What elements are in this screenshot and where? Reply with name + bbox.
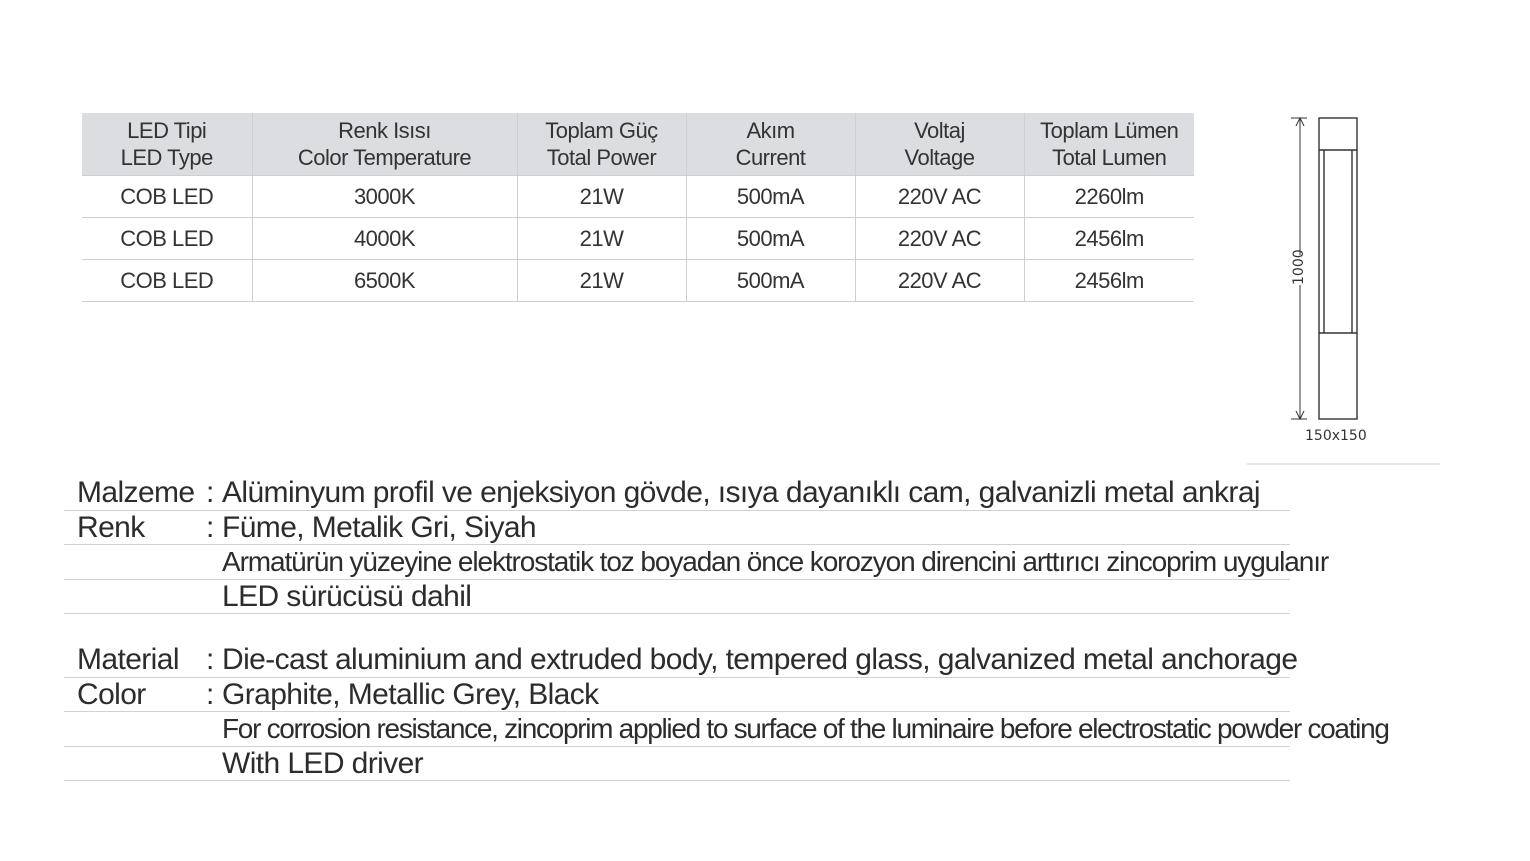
cell-led-type: COB LED xyxy=(82,260,252,302)
luminaire-body-outline xyxy=(1319,118,1357,419)
header-voltage: Voltaj Voltage xyxy=(855,113,1024,176)
driver-line-tr xyxy=(64,580,1290,615)
cell-total-power: 21W xyxy=(517,176,686,218)
height-dimension-label: 1000 xyxy=(1287,255,1311,285)
cell-current: 500mA xyxy=(686,260,855,302)
table-header-row xyxy=(82,113,1194,176)
note-line-tr xyxy=(64,545,1329,580)
cell-current: 500mA xyxy=(686,218,855,260)
table-row xyxy=(82,218,1194,260)
color-label-en: Color xyxy=(77,677,146,711)
separator: : xyxy=(206,476,214,509)
cell-total-power: 21W xyxy=(517,260,686,302)
color-value-tr: Füme, Metalik Gri, Siyah xyxy=(222,510,537,544)
header-current: Akım Current xyxy=(686,113,855,176)
cell-total-lumen: 2260lm xyxy=(1024,176,1194,218)
driver-line-en xyxy=(64,747,1290,782)
material-label-tr: Malzeme xyxy=(77,476,195,509)
cell-total-power: 21W xyxy=(517,218,686,260)
driver-note-en: With LED driver xyxy=(222,746,424,780)
turkish-description xyxy=(64,476,1329,614)
separator: : xyxy=(206,643,214,676)
spec-table xyxy=(82,113,1194,302)
cell-current: 500mA xyxy=(686,176,855,218)
material-line-tr xyxy=(64,476,1290,511)
material-value-tr: Alüminyum profil ve enjeksiyon gövde, ısıya dayanıklı cam, galvanizli metal ankraj xyxy=(222,476,1260,509)
corrosion-note-en: For corrosion resistance, zincoprim applied to surface of the luminaire before electrostatic powder coating xyxy=(222,713,1389,744)
material-value-en: Die-cast aluminium and extruded body, tempered glass, galvanized metal anchorage xyxy=(222,643,1298,676)
cell-color-temperature: 4000K xyxy=(252,218,517,260)
cell-voltage: 220V AC xyxy=(855,260,1024,302)
separator: : xyxy=(206,677,214,711)
material-line-en xyxy=(64,643,1298,678)
table-row xyxy=(82,260,1194,302)
color-label-tr: Renk xyxy=(77,510,145,544)
cell-voltage: 220V AC xyxy=(855,176,1024,218)
cell-total-lumen: 2456lm xyxy=(1024,260,1194,302)
cell-total-lumen: 2456lm xyxy=(1024,218,1194,260)
cell-color-temperature: 3000K xyxy=(252,176,517,218)
corrosion-note-tr: Armatürün yüzeyine elektrostatik toz boyadan önce korozyon direncini arttırıcı zincoprim uygulanır xyxy=(222,546,1329,577)
header-total-lumen: Toplam Lümen Total Lumen xyxy=(1024,113,1194,176)
bollard-dimension-drawing xyxy=(1245,110,1445,470)
cell-voltage: 220V AC xyxy=(855,218,1024,260)
cell-color-temperature: 6500K xyxy=(252,260,517,302)
table-row xyxy=(82,176,1194,218)
separator: : xyxy=(206,510,214,544)
note-line-en xyxy=(64,712,1389,747)
cell-led-type: COB LED xyxy=(82,218,252,260)
footprint-dimension-label: 150x150 xyxy=(1305,428,1367,444)
color-line-en xyxy=(64,678,1290,713)
cell-led-type: COB LED xyxy=(82,176,252,218)
header-color-temperature: Renk Isısı Color Temperature xyxy=(252,113,517,176)
header-led-type: LED Tipi LED Type xyxy=(82,113,252,176)
color-value-en: Graphite, Metallic Grey, Black xyxy=(222,677,599,711)
driver-note-tr: LED sürücüsü dahil xyxy=(222,579,472,613)
header-total-power: Toplam Güç Total Power xyxy=(517,113,686,176)
english-description xyxy=(64,643,1389,781)
color-line-tr xyxy=(64,511,1290,546)
material-label-en: Material xyxy=(77,643,179,676)
